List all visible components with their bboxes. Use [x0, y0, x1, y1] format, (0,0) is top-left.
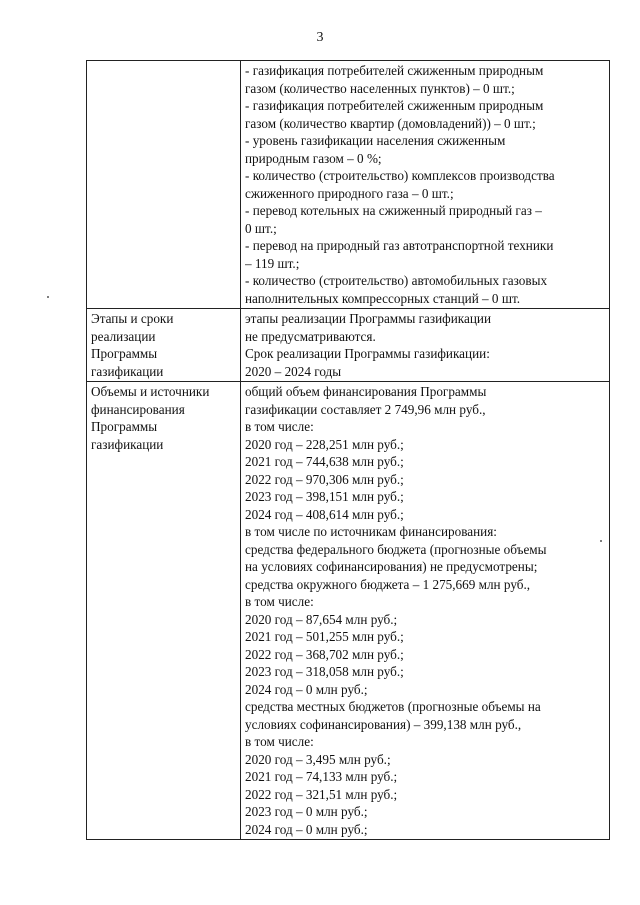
- text-line: - газификация потребителей сжиженным природным: [245, 63, 544, 78]
- text-line: 2022 год – 970,306 млн руб.;: [245, 471, 404, 487]
- row3-value-cell: [241, 382, 610, 840]
- text-line: в том числе:: [245, 419, 314, 434]
- table-row-financing: [87, 382, 610, 840]
- text-line: Этапы и сроки: [91, 311, 174, 326]
- text-line: 2023 год – 318,058 млн руб.;: [245, 664, 404, 679]
- text-line: 2024 год – 0 млн руб.;: [245, 681, 368, 697]
- text-line: средства окружного бюджета – 1 275,669 млн руб.,: [245, 576, 531, 592]
- text-line: Программы: [91, 346, 158, 361]
- text-line: Объемы и источники: [91, 384, 210, 399]
- text-line: 2024 год – 0 млн руб.;: [245, 821, 368, 837]
- text-line: 2020 год – 3,495 млн руб.;: [245, 751, 391, 767]
- text-line: газификации составляет 2 749,96 млн руб.,: [245, 401, 486, 417]
- text-line: 2021 год – 501,255 млн руб.;: [245, 629, 404, 644]
- row2-label-cell: [87, 309, 241, 382]
- text-line: - количество (строительство) автомобильных газовых: [245, 273, 548, 288]
- text-line: - перевод котельных на сжиженный природный газ –: [245, 203, 542, 218]
- text-line: Программы: [91, 419, 158, 434]
- passport-table: [86, 60, 610, 840]
- text-line: газом (количество населенных пунктов) – 0 шт.;: [245, 80, 515, 96]
- text-line: 2023 год – 398,151 млн руб.;: [245, 489, 404, 504]
- page-number: 3: [316, 30, 324, 45]
- row1-label-cell: [87, 61, 241, 309]
- text-line: газификации: [91, 436, 164, 452]
- text-line: наполнительных компрессорных станций – 0 шт.: [245, 290, 521, 306]
- text-line: 2023 год – 0 млн руб.;: [245, 804, 368, 819]
- text-line: – 119 шт.;: [245, 255, 300, 271]
- text-line: средства местных бюджетов (прогнозные объемы на: [245, 699, 541, 714]
- text-line: газом (количество квартир (домовладений)) – 0 шт.;: [245, 115, 536, 131]
- text-line: средства федерального бюджета (прогнозные объемы: [245, 541, 547, 557]
- scan-speck: [600, 540, 602, 542]
- scan-speck: [47, 296, 49, 298]
- text-line: 2022 год – 321,51 млн руб.;: [245, 786, 398, 802]
- text-line: не предусматриваются.: [245, 328, 376, 344]
- text-line: 2020 год – 87,654 млн руб.;: [245, 611, 398, 627]
- text-line: - количество (строительство) комплексов производства: [245, 168, 555, 183]
- text-line: 2021 год – 744,638 млн руб.;: [245, 454, 404, 469]
- text-line: 2020 – 2024 годы: [245, 363, 342, 379]
- text-line: - газификация потребителей сжиженным природным: [245, 98, 544, 113]
- text-line: 2021 год – 74,133 млн руб.;: [245, 769, 398, 784]
- row1-value-cell: [241, 61, 610, 309]
- row3-label-cell: [87, 382, 241, 840]
- text-line: газификации: [91, 363, 164, 379]
- text-line: 0 шт.;: [245, 220, 277, 236]
- text-line: финансирования: [91, 401, 185, 417]
- text-line: реализации: [91, 328, 156, 344]
- text-line: сжиженного природного газа – 0 шт.;: [245, 185, 454, 201]
- text-line: природным газом – 0 %;: [245, 150, 382, 166]
- text-line: общий объем финансирования Программы: [245, 384, 487, 399]
- text-line: - перевод на природный газ автотранспортной техники: [245, 238, 554, 253]
- row2-value-cell: [241, 309, 610, 382]
- text-line: в том числе:: [245, 594, 314, 609]
- text-line: Срок реализации Программы газификации:: [245, 346, 490, 361]
- text-line: 2020 год – 228,251 млн руб.;: [245, 436, 404, 452]
- text-line: - уровень газификации населения сжиженным: [245, 133, 506, 148]
- table-row-indicators: [87, 61, 610, 309]
- text-line: этапы реализации Программы газификации: [245, 311, 492, 326]
- text-line: в том числе по источникам финансирования:: [245, 524, 497, 539]
- table-row-stages: [87, 309, 610, 382]
- text-line: 2024 год – 408,614 млн руб.;: [245, 506, 404, 522]
- text-line: условиях софинансирования) – 399,138 млн руб.,: [245, 716, 522, 732]
- text-line: на условиях софинансирования) не предусмотрены;: [245, 559, 538, 574]
- text-line: в том числе:: [245, 734, 314, 749]
- text-line: 2022 год – 368,702 млн руб.;: [245, 646, 404, 662]
